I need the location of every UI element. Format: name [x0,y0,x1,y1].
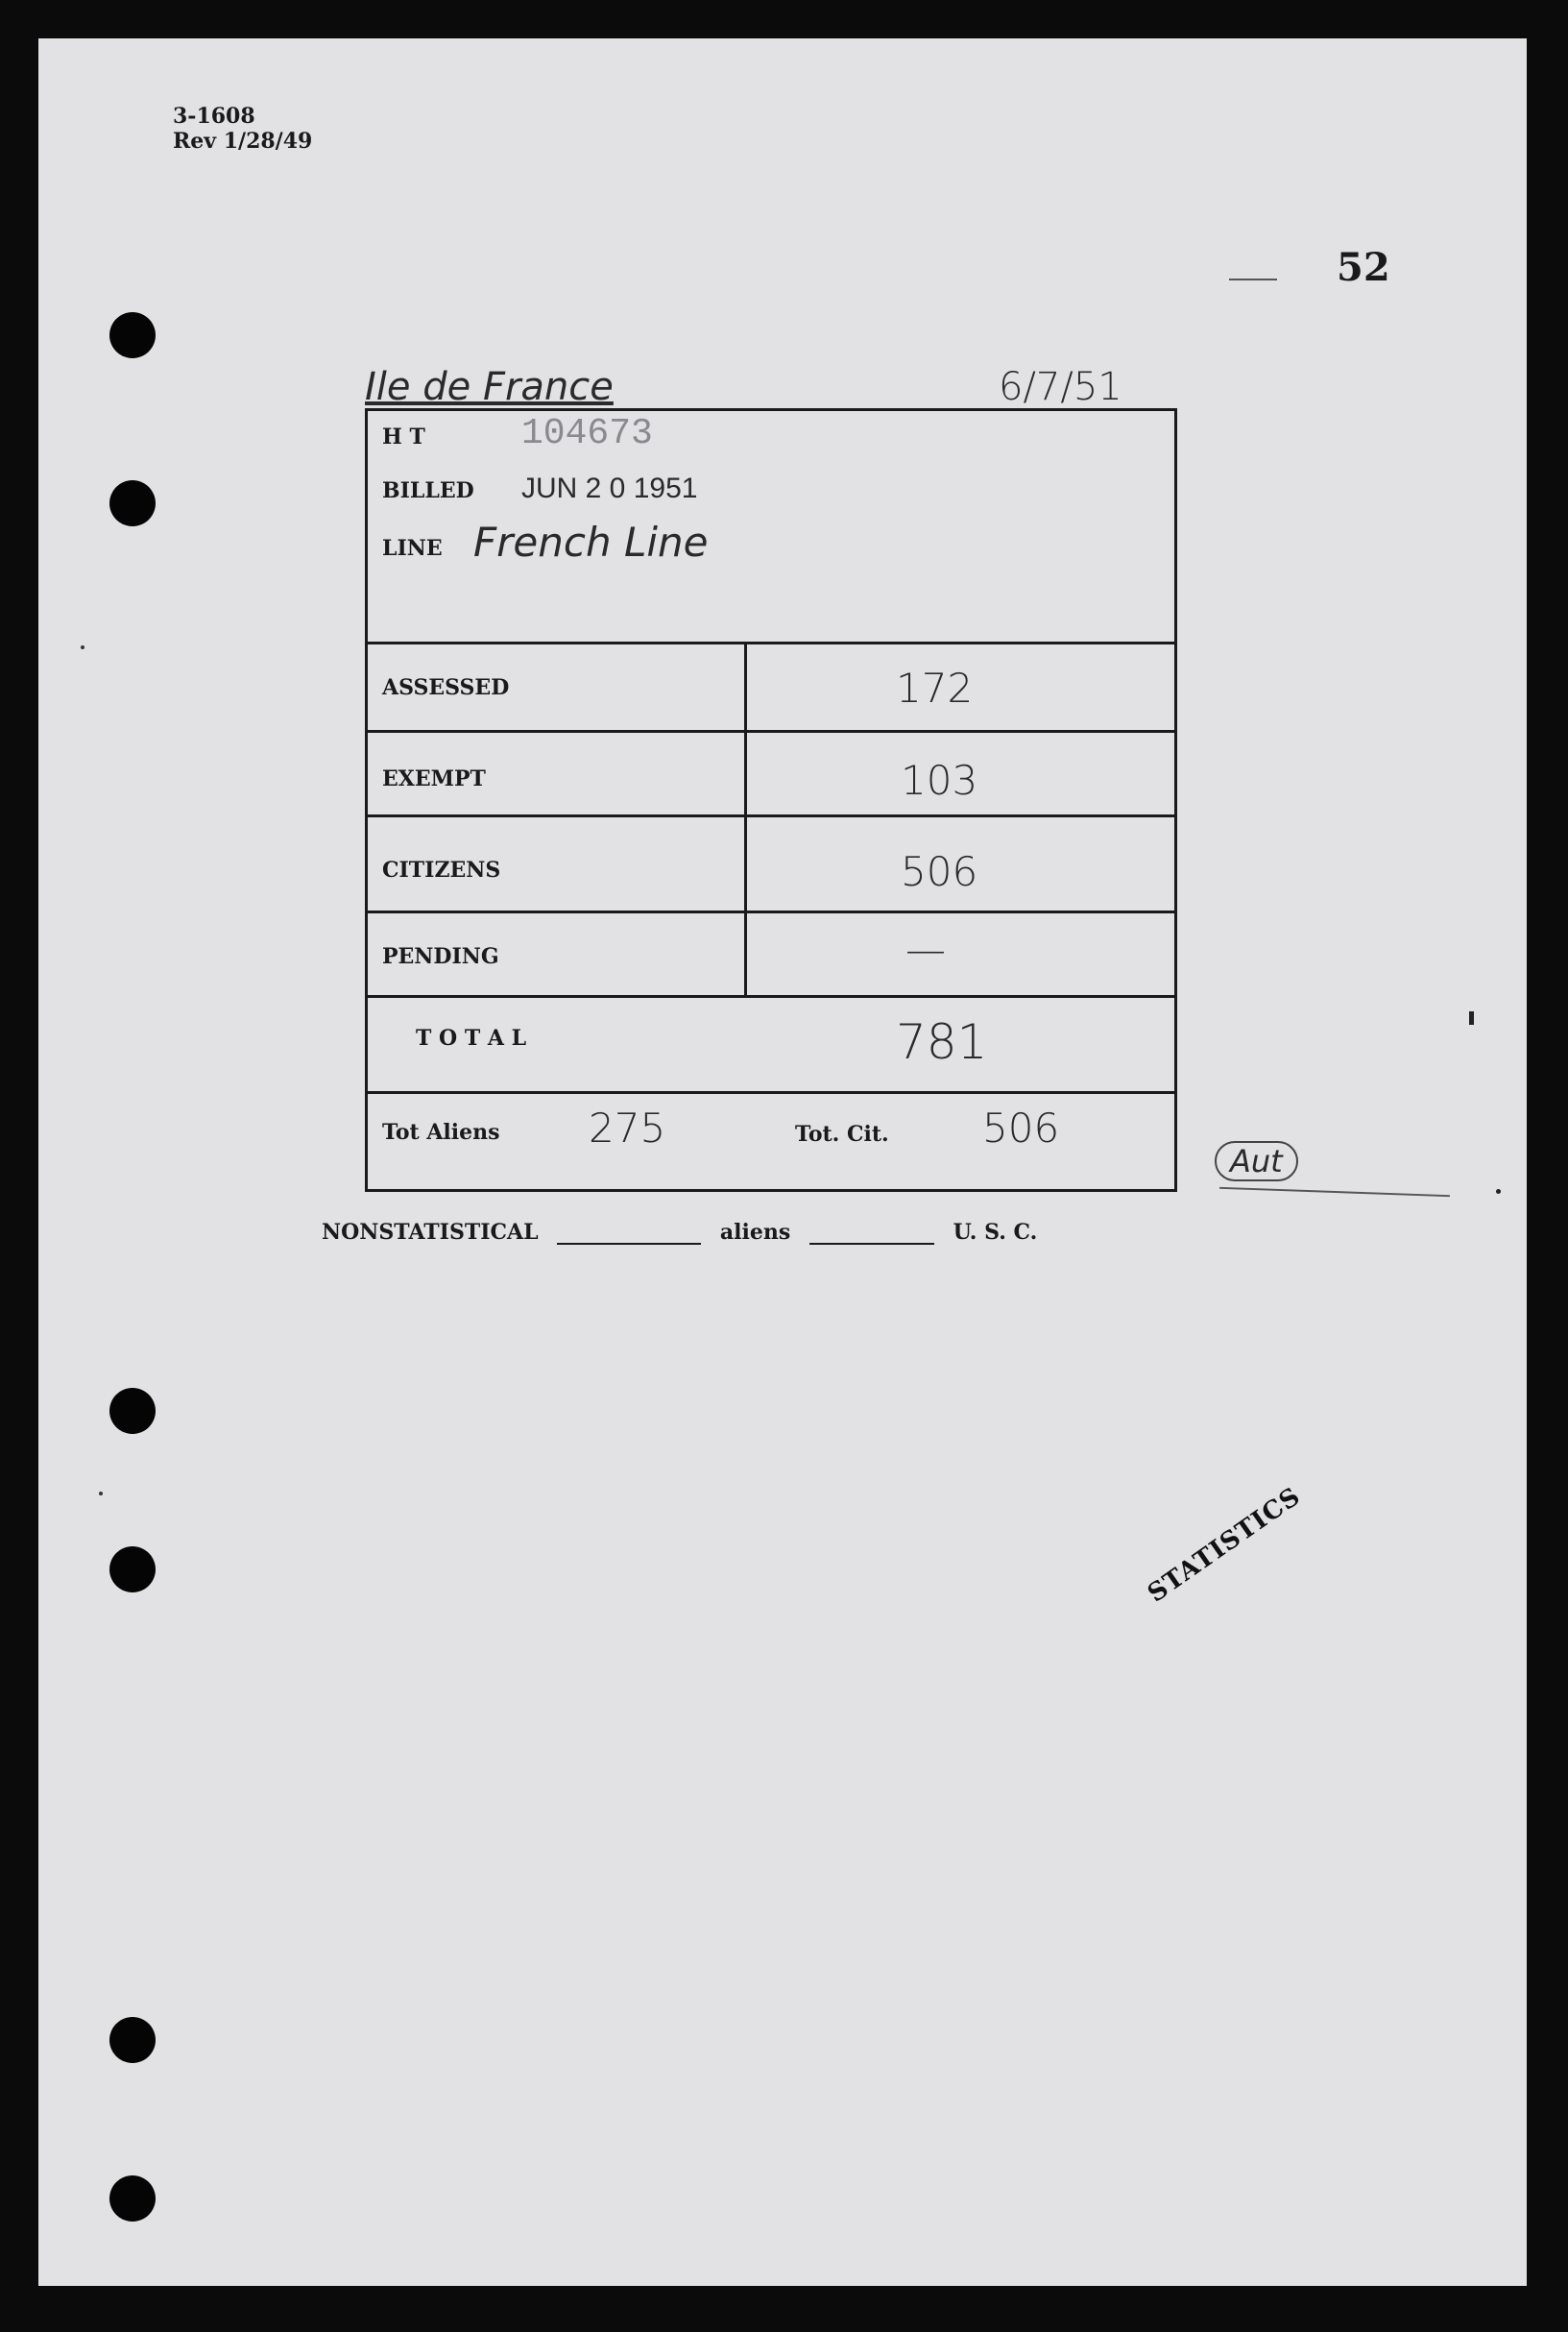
form-column-divider [744,642,747,997]
punch-hole [109,312,156,358]
total-value: 781 [896,1014,988,1070]
tot-aliens-value: 275 [589,1105,666,1152]
line-label: LINE [382,536,443,561]
billed-date: JUN 2 0 1951 [521,473,698,504]
citizens-value: 506 [901,848,978,895]
form-revision: Rev 1/28/49 [173,129,313,154]
statistics-stamp [1143,1482,1306,1609]
statistics-stamp-text: STATISTICS [1143,1481,1307,1609]
form-divider [368,995,1174,998]
vessel-name: Ile de France [365,365,614,409]
punch-hole [109,480,156,526]
form-divider [368,911,1174,913]
punch-hole [109,2017,156,2063]
tot-cit-label: Tot. Cit. [795,1122,889,1147]
exempt-label: EXEMPT [382,766,486,791]
tot-cit-value: 506 [982,1105,1060,1152]
form-box [365,408,1177,1192]
citizens-label: CITIZENS [382,858,501,883]
aliens-label: aliens [719,1220,791,1245]
punch-hole [109,2175,156,2222]
speck [99,1492,103,1495]
form-divider [368,642,1174,644]
ht-number: 104673 [521,413,653,454]
assessed-value: 172 [896,665,974,712]
arrival-date: 6/7/51 [999,365,1122,409]
nonstatistical-line [322,1220,1037,1245]
ht-label: H T [382,425,425,449]
pending-value: — [905,926,946,973]
usc-label: U. S. C. [953,1220,1038,1245]
billed-label: BILLED [382,478,474,503]
initials-underline [1219,1187,1450,1197]
nonstatistical-label: NONSTATISTICAL [322,1220,539,1245]
form-divider [368,814,1174,817]
page-number: 52 [1337,245,1390,290]
document-page [38,38,1527,2286]
assessed-label: ASSESSED [382,675,510,700]
aliens-blank [809,1243,934,1245]
punch-hole [109,1546,156,1592]
margin-dash [1229,279,1277,280]
initials-signature: Aut [1215,1141,1298,1181]
speck [1496,1189,1501,1194]
tot-aliens-label: Tot Aliens [382,1120,500,1145]
nonstatistical-blank [557,1243,701,1245]
form-divider [368,730,1174,733]
line-value: French Line [473,519,709,566]
form-divider [368,1091,1174,1094]
form-number: 3-1608 [173,104,255,129]
punch-hole [109,1388,156,1434]
pending-label: PENDING [382,944,499,969]
total-label: T O T A L [416,1026,527,1051]
exempt-value: 103 [901,757,978,804]
speck [1469,1011,1474,1025]
speck [81,645,84,649]
